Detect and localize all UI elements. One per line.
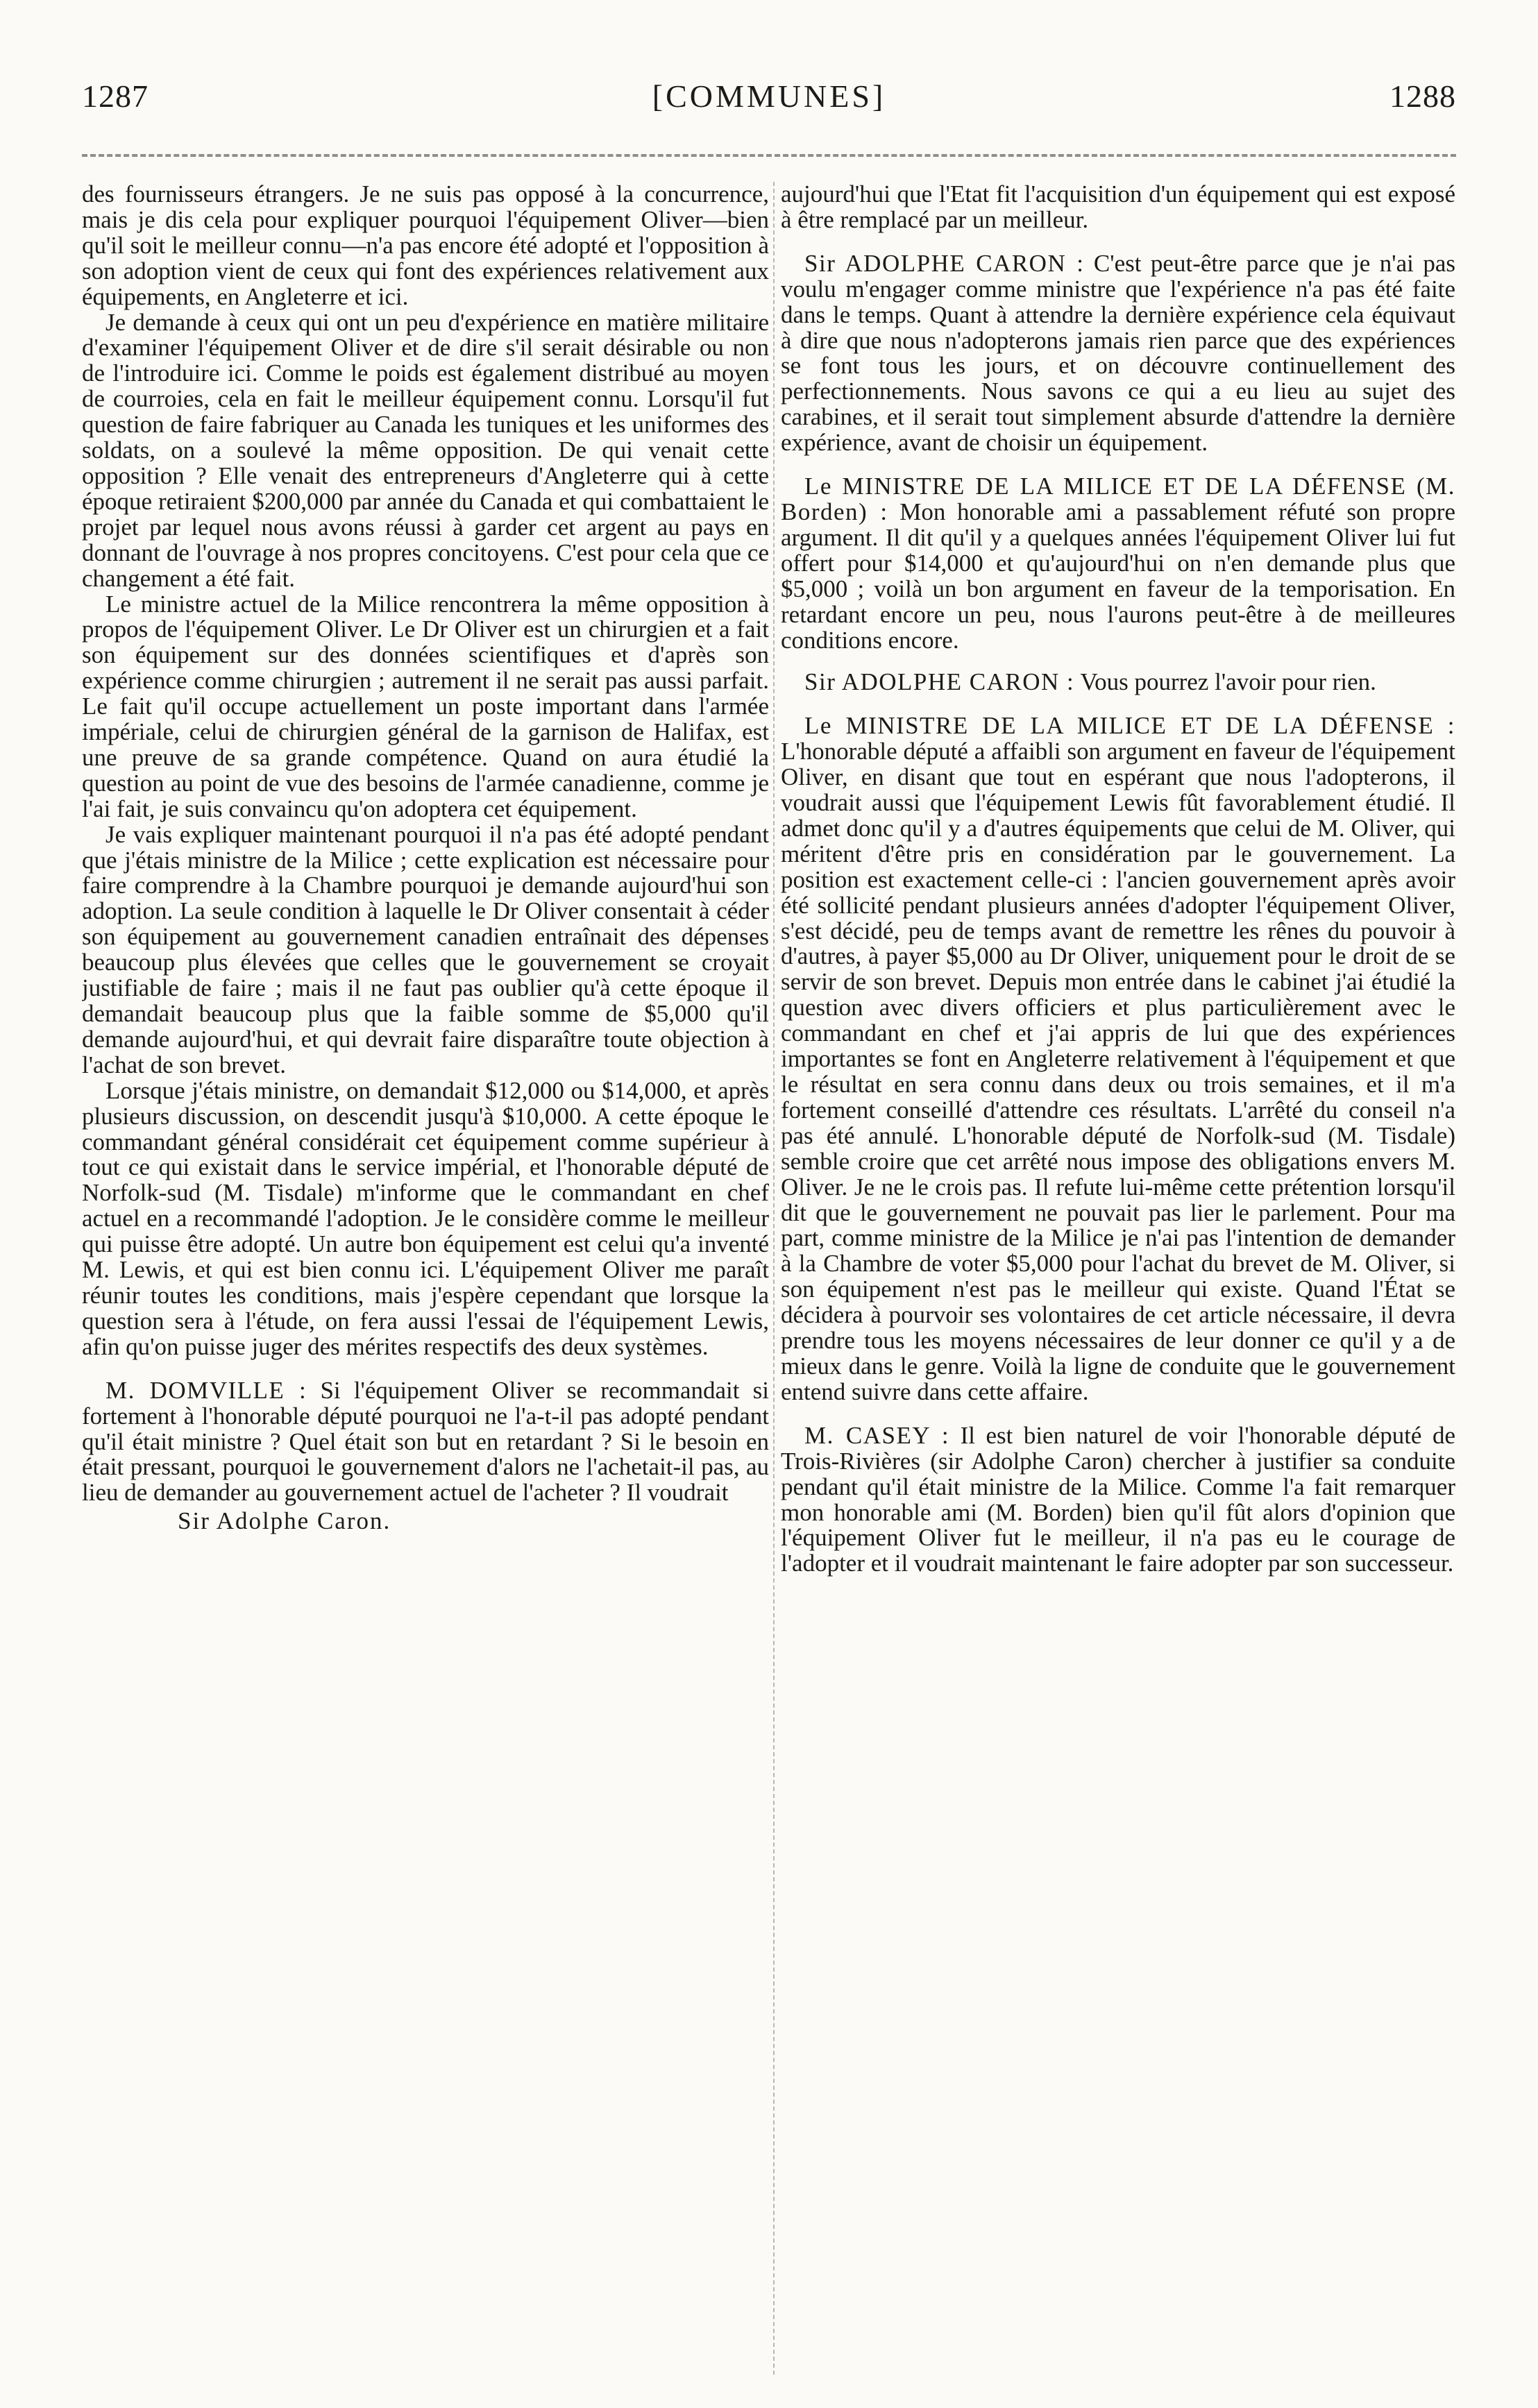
paragraph [781, 182, 1455, 233]
right-column [781, 182, 1455, 2389]
speaker-name: Sir ADOLPHE CARON : [804, 249, 1085, 277]
paragraph [82, 182, 769, 310]
paragraph [781, 251, 1455, 456]
speaker-signoff: Sir Adolphe Caron. [178, 1507, 391, 1535]
paragraph [82, 310, 769, 592]
paragraph-text: Le ministre actuel de la Milice rencontrera la même opposition à propos de l'équipement Oliver. Le Dr Oliver est un chirurgien et a fait son équipement sur des données scientifiques et d'après son expérience comme chirurgien ; autrement il ne serait pas aussi parfait. Le fait qu'il occupe actuellement un poste important dans l'armée impériale, celui de chirurgien général de la garnison de Halifax, est une preuve de sa grande compétence. Quand on aura étudié la question au point de vue des besoins de l'armée canadienne, comme je l'ai fait, je suis convaincu qu'on adoptera cet équipement. [82, 590, 769, 822]
header-rule [82, 154, 1456, 157]
paragraph-text: des fournisseurs étrangers. Je ne suis pas opposé à la concurrence, mais je dis cela pour expliquer pourquoi l'équipement Oliver—bien qu'il soit le meilleur connu—n'a pas encore été adopté et l'opposition à son adoption vient de ceux qui font des expériences relativement aux équipements, en Angleterre et ici. [82, 182, 769, 310]
page-number-right: 1288 [1389, 78, 1456, 114]
paragraph [781, 713, 1455, 1405]
paragraph-text: Il est bien naturel de voir l'honorable député de Trois-Rivières (sir Adolphe Caron) chercher à justifier sa conduite pendant qu'il était ministre de la Milice. Comme l'a fait remarquer mon honorable ami (M. Borden) bien qu'il fût alors d'opinion que l'équipement Oliver fut le meilleur, il n'a pas eu le courage de l'adopter et il voudrait maintenant le faire adopter par son successeur. [781, 1421, 1455, 1577]
left-column [82, 182, 769, 2389]
page-header [82, 78, 1456, 121]
paragraph [82, 822, 769, 1078]
paragraph [781, 1423, 1455, 1577]
running-title: [COMMUNES] [652, 78, 886, 114]
paragraph [781, 670, 1455, 695]
paragraph [82, 592, 769, 822]
paragraph-text: Vous pourrez l'avoir pour rien. [1080, 668, 1376, 696]
speaker-name: Le MINISTRE DE LA MILICE ET DE LA DÉFENSE (M. Borden) : [781, 473, 1455, 525]
speaker-name: M. DOMVILLE : [105, 1376, 307, 1404]
paragraph-text: C'est peut-être parce que je n'ai pas voulu m'engager comme ministre que l'expérience n'a pas été faite dans le temps. Quant à attendre la dernière expérience cela équivaut à dire que nous n'adopterons jamais rien parce que des expériences se font tous les jours, et on découvre continuellement des perfectionnements. Nous savons ce qui a eu lieu au sujet des carabines, et il serait tout simplement absurde d'attendre la dernière expérience, avant de choisir un équipement. [781, 249, 1455, 457]
paragraph-text: L'honorable député a affaibli son argument en faveur de l'équipement Oliver, en disant que tout en espérant que nous l'adopterons, il voudrait aussi que l'équipement Lewis fût favorablement étudié. Il admet donc qu'il y a d'autres équipements que celui de M. Oliver, qui méritent d'être pris en considération par le gouvernement. La position est exactement celle-ci : l'ancien gouvernement après avoir été sollicité pendant plusieurs années d'adopter l'équipement Oliver, s'est décidé, peu de temps avant de remettre les rênes du pouvoir à d'autres, à payer $5,000 au Dr Oliver, uniquement pour le droit de se servir de son brevet. Depuis mon entrée dans le cabinet j'ai étudié la question avec divers officiers et plus particulièrement avec le commandant en chef et j'ai appris de lui que des expériences importantes se font en Angleterre relativement à l'équipement et que le résultat en sera connu dans deux ou trois semaines, et il m'a fortement conseillé d'attendre ces résultats. L'arrêté du conseil n'a pas été annulé. L'honorable député de Norfolk-sud (M. Tisdale) semble croire que cet arrêté nous impose des obligations envers M. Oliver. Je ne le crois pas. Il refute lui-même cette prétention lorsqu'il dit que le gouvernement ne pouvait pas lier le parlement. Pour ma part, comme ministre de la Milice je n'ai pas l'intention de demander à la Chambre de voter $5,000 pour l'achat du brevet de M. Oliver, si son équipement n'est pas le meilleur qui existe. Quand l'État se décidera à pourvoir ses volontaires de cet article nécessaire, il devra prendre tous les moyens nécessaires de leur donner ce qu'il y a de mieux dans le genre. Voilà la ligne de conduite que le gouvernement entend suivre dans cette affaire. [781, 738, 1455, 1405]
speaker-name: Sir ADOLPHE CARON : [804, 668, 1075, 696]
page-number-left: 1287 [82, 78, 149, 114]
paragraph [82, 1378, 769, 1507]
paragraph-text: aujourd'hui que l'Etat fit l'acquisition d'un équipement qui est exposé à être remplacé par un meilleur. [781, 182, 1455, 233]
paragraph [781, 474, 1455, 653]
paragraph [82, 1078, 769, 1360]
paragraph-text: Je vais expliquer maintenant pourquoi il n'a pas été adopté pendant que j'étais ministre de la Milice ; cette explication est nécessaire pour faire comprendre à la Chambre pourquoi je demande aujourd'hui son adoption. La seule condition à laquelle le Dr Oliver consentait à céder son équipement au gouvernement canadien entraînait des dépenses beaucoup plus élevées que celles que le gouvernement se croyait justifiable de faire ; mais il ne faut pas oublier qu'à cette époque il demandait beaucoup plus que la faible somme de $5,000 qu'il demande aujourd'hui, et qui devrait faire disparaître toute objection à l'achat de son brevet. [82, 820, 769, 1078]
paragraph-text: Lorsque j'étais ministre, on demandait $12,000 ou $14,000, et après plusieurs discussion, on descendit jusqu'à $10,000. A cette époque le commandant général considérait cet équipement comme supérieur à tout ce qui existait dans le service impérial, et l'honorable député de Norfolk-sud (M. Tisdale) m'informe que le commandant en chef actuel en a recommandé l'adoption. Je le considère comme le meilleur qui puisse être adopté. Un autre bon équipement est celui qu'a inventé M. Lewis, et qui est bien connu ici. L'équipement Oliver me paraît réunir toutes les conditions, mais j'espère cependant que lorsque la question sera à l'étude, on fera aussi l'essai de l'équipement Lewis, afin qu'on puisse juger des mérites respectifs des deux systèmes. [82, 1076, 769, 1360]
column-divider [773, 182, 775, 2375]
speaker-name: M. CASEY : [804, 1421, 950, 1449]
paragraph-text: Si l'équipement Oliver se recommandait si fortement à l'honorable député pourquoi ne l'a-t-il pas adopté pendant qu'il était ministre ? Quel était son but en retardant ? Si le besoin en était pressant, pourquoi le gouvernement d'alors ne l'achetait-il pas, au lieu de demander au gouvernement actuel de l'acheter ? Il voudrait [82, 1376, 769, 1507]
paragraph-text: Je demande à ceux qui ont un peu d'expérience en matière militaire d'examiner l'équipement Oliver et de dire s'il serait désirable ou non de l'introduire ici. Comme le poids est également distribué au moyen de courroies, cela en fait le meilleur équipement connu. Lorsqu'il fut question de faire fabriquer au Canada les tuniques et les uniformes des soldats, on a soulevé la même opposition. De qui venait cette opposition ? Elle venait des entrepreneurs d'Angleterre qui à cette époque retiraient $200,000 par année du Canada et qui combattaient le projet par lequel nous avons réussi à garder cet argent au pays en donnant de l'ouvrage à nos propres concitoyens. C'est pour cela que ce changement a été fait. [82, 308, 769, 592]
speaker-name: Le MINISTRE DE LA MILICE ET DE LA DÉFENSE : [804, 712, 1455, 740]
paragraph-text: Mon honorable ami a passablement réfuté son propre argument. Il dit qu'il y a quelques années l'équipement Oliver lui fut offert pour $14,000 et qu'aujourd'hui on n'en demande plus que $5,000 ; voilà un bon argument en faveur de la temporisation. En retardant encore un peu, nous l'aurons peut-être à de meilleures conditions encore. [781, 498, 1455, 654]
